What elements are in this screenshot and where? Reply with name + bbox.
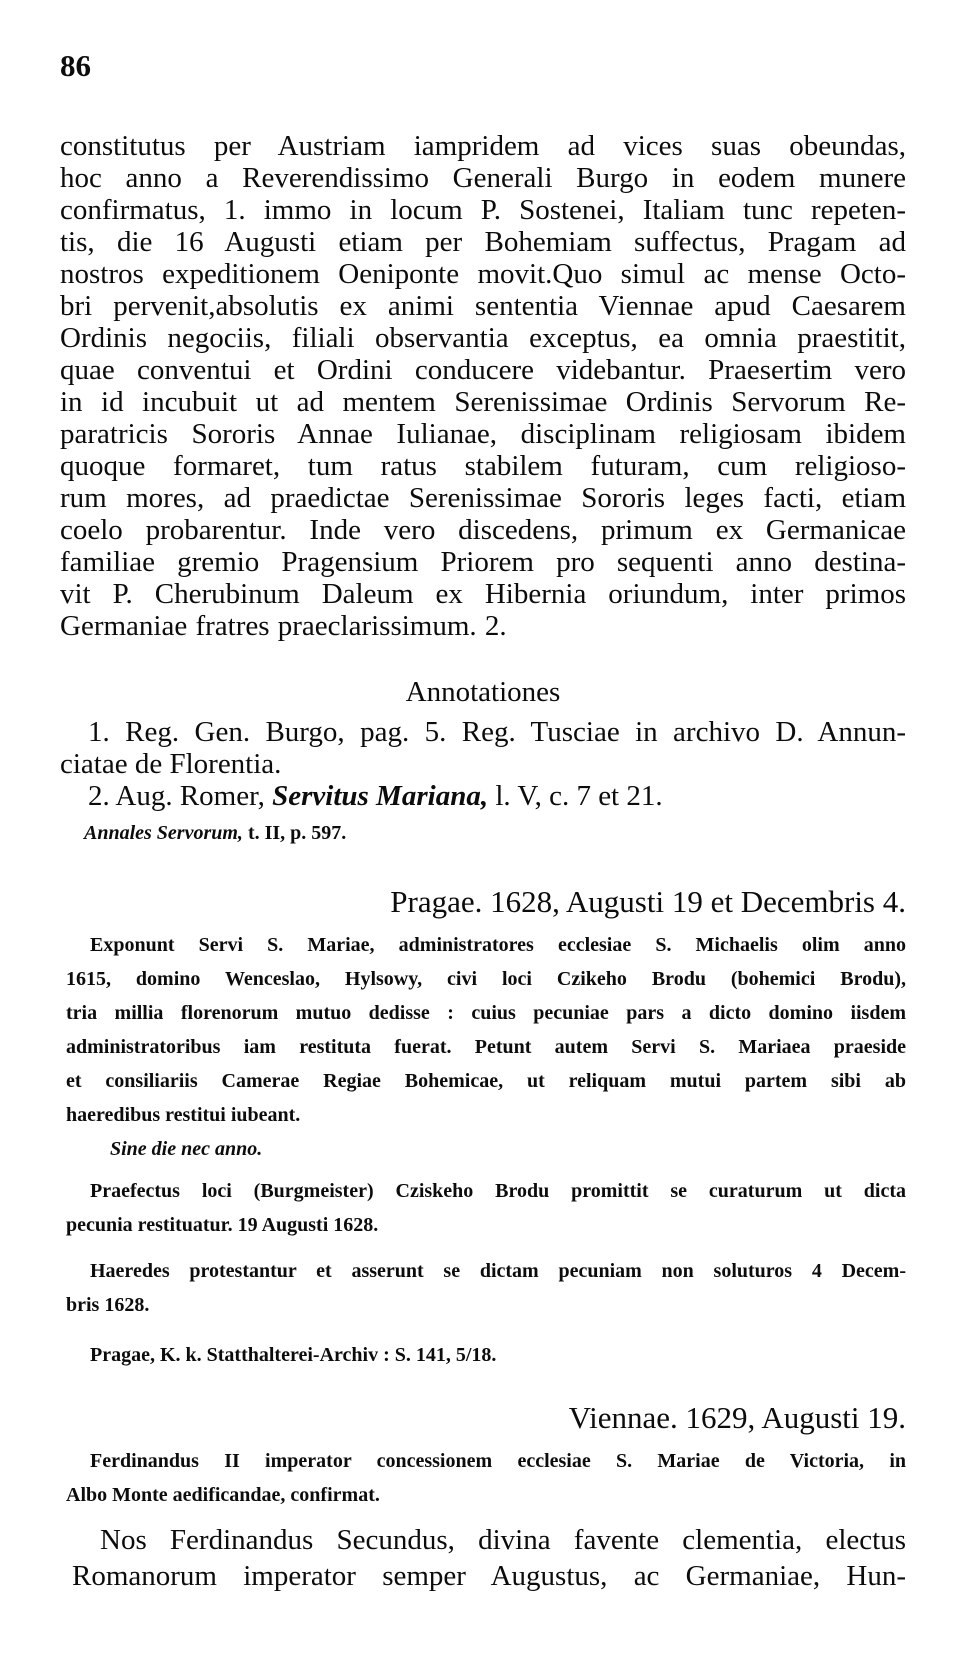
paragraph-line: Praefectus loci (Burgmeister) Cziskeho Brodu promittit se curaturum ut dicta — [90, 1180, 906, 1202]
paragraph-line: pecunia restituatur. 19 Augusti 1628. — [66, 1214, 379, 1236]
text-line: Germaniae fratres praeclarissimum. 2. — [60, 610, 507, 642]
text-line: in id incubuit ut ad mentem Serenissimae Ordinis Servorum Re- — [60, 386, 906, 418]
archive-reference — [66, 1338, 906, 1372]
text-line: nostros expeditionem Oeniponte movit.Quo simul ac mense Octo- — [60, 258, 906, 290]
text-line: tis, die 16 Augusti etiam per Bohemiam suffectus, Pragam ad — [60, 226, 906, 258]
summary-line: administratoribus iam restituta fuerat. Petunt autem Servi S. Mariaea praeside — [66, 1036, 906, 1058]
summary-line: tria millia florenorum mutuo dedisse : cuius pecuniae pars a dicto domino iisdem — [66, 1002, 906, 1024]
text-line: Ordinis negociis, filiali observantia exceptus, ea omnia praestitit, — [60, 322, 906, 354]
text-line: Nos Ferdinandus Secundus, divina favente clementia, electus — [100, 1524, 906, 1556]
text-line: constitutus per Austriam iampridem ad vices suas obeundas, — [60, 130, 906, 162]
document-heading: Viennae. 1629, Augusti 19. — [568, 1400, 906, 1435]
summary-line: et consiliariis Camerae Regiae Bohemicae, ut reliquam mutui partem sibi ab — [66, 1070, 906, 1092]
annotations-list — [60, 716, 906, 812]
paragraph-line: Haeredes protestantur et asserunt se dictam pecuniam non soluturos 4 Decem- — [90, 1260, 906, 1282]
annotation-line: ciatae de Florentia. — [60, 748, 282, 780]
text-line: paratricis Sororis Annae Iulianae, disciplinam religiosam ibidem — [60, 418, 906, 450]
annotation-note-2 — [60, 780, 906, 812]
paragraph-line: bris 1628. — [66, 1294, 150, 1316]
summary-line: Ferdinandus II imperator concessionem ecclesiae S. Mariae de Victoria, in — [90, 1450, 906, 1472]
text-line: confirmatus, 1. immo in locum P. Sostenei, Italiam tunc repeten- — [60, 194, 906, 226]
text-line: rum mores, ad praedictae Serenissimae Sororis leges facti, etiam — [60, 482, 906, 514]
annotation-text: l. V, c. 7 et 21. — [488, 780, 663, 812]
document-paragraph — [66, 1254, 906, 1322]
annotations-heading: Annotationes — [405, 676, 561, 708]
text-line: coelo probarentur. Inde vero discedens, primum ex Germanicae — [60, 514, 906, 546]
annotation-line: 1. Reg. Gen. Burgo, pag. 5. Reg. Tusciae in archivo D. Annun- — [88, 716, 906, 748]
archive-line: Pragae, K. k. Statthalterei-Archiv : S. 141, 5/18. — [90, 1344, 497, 1366]
source-ref: t. II, p. 597. — [242, 822, 347, 844]
document-summary — [66, 928, 906, 1132]
text-line: vit P. Cherubinum Daleum ex Hibernia oriundum, inter primos — [60, 578, 906, 610]
annotation-text: 2. Aug. Romer, — [88, 780, 273, 812]
work-title: Servitus Mariana, — [272, 780, 489, 812]
text-line: familiae gremio Pragensium Priorem pro sequenti anno destina- — [60, 546, 906, 578]
document-paragraph — [66, 1174, 906, 1242]
summary-line: 1615, domino Wenceslao, Hylsowy, civi loci Czikeho Brodu (bohemici Brodu), — [66, 968, 906, 990]
sine-die-note: Sine die nec anno. — [110, 1138, 263, 1160]
page-number: 86 — [60, 48, 91, 83]
text-line: quae conventui et Ordini conducere videbantur. Praesertim vero — [60, 354, 906, 386]
document-text — [72, 1522, 906, 1594]
document-heading: Pragae. 1628, Augusti 19 et Decembris 4. — [390, 884, 906, 919]
summary-line: Exponunt Servi S. Mariae, administratores ecclesiae S. Michaelis olim anno — [90, 934, 906, 956]
source-citation — [84, 822, 346, 845]
text-line: hoc anno a Reverendissimo Generali Burgo in eodem munere — [60, 162, 906, 194]
text-line: bri pervenit,absolutis ex animi sententia Viennae apud Caesarem — [60, 290, 906, 322]
text-line: Romanorum imperator semper Augustus, ac Germaniae, Hun- — [72, 1560, 906, 1592]
summary-line: haeredibus restitui iubeant. — [66, 1104, 301, 1126]
summary-line: Albo Monte aedificandae, confirmat. — [66, 1484, 380, 1506]
text-line: quoque formaret, tum ratus stabilem futuram, cum religioso- — [60, 450, 906, 482]
source-title: Annales Servorum, — [84, 822, 243, 844]
document-summary — [66, 1444, 906, 1512]
main-paragraph — [60, 130, 906, 642]
